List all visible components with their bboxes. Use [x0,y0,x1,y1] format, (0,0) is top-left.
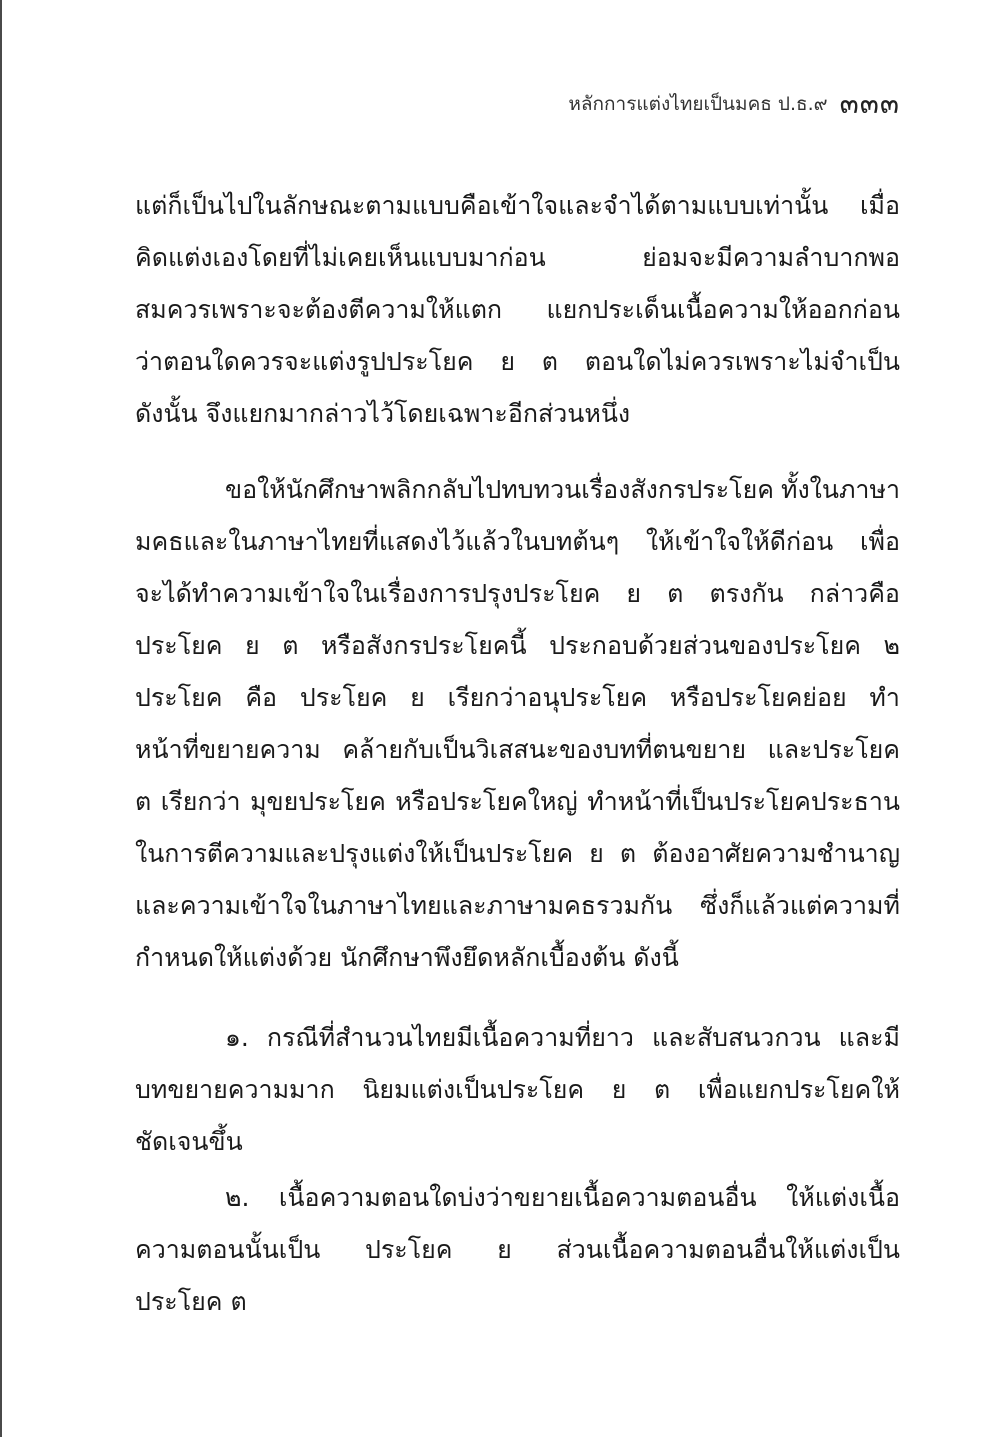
word: ตรงกัน [709,579,784,608]
word: ต้องอาศัยความชำนาญ [652,839,900,868]
word: และสับสนวกวน [651,1023,821,1052]
word: ประโยค [135,683,223,712]
word: ให้แต่งเนื้อ [786,1183,900,1212]
word: หรือสังกรประโยคนี้ [320,631,527,660]
word: ทั้งในภาษา [780,475,900,504]
word: ต [135,787,152,816]
word: นิยมแต่งเป็นประโยค [362,1075,585,1104]
word: ย [626,579,642,608]
text-line [135,284,900,336]
word: เพื่อแยกประโยคให้ [697,1075,900,1104]
word: ต [667,579,684,608]
text-line [135,464,900,516]
word: ย [589,839,604,868]
word: หรือประโยคใหญ่ [395,787,578,816]
paragraph-1 [135,180,900,440]
word: แต่ก็เป็นไปในลักษณะตามแบบคือเข้าใจและจำได้ตามแบบเท่านั้น [135,191,829,220]
text-line: กำหนดให้แต่งด้วย นักศึกษาพึงยึดหลักเบื้องต้น ดังนี้ [135,943,679,972]
header-title: หลักการแต่งไทยเป็นมคธ ป.ธ.๙ [568,93,828,115]
running-header [500,84,900,124]
page-number: ๓๓๓ [839,87,900,120]
text-line: ชัดเจนขึ้น [135,1127,243,1156]
word: ย [611,1075,627,1104]
word: ย [245,631,260,660]
word: ขอให้นักศึกษาพลิกกลับไปทบทวนเรื่องสังกรประโยค [225,475,774,504]
word: เนื้อความตอนใดบ่งว่าขยายเนื้อความตอนอื่น [278,1183,757,1212]
word: แยกประเด็นเนื้อความให้ออกก่อน [546,295,900,324]
word: และความเข้าใจในภาษาไทยและภาษามคธรวมกัน [135,891,673,920]
text-line [135,516,900,568]
word: บทขยายความมาก [135,1075,335,1104]
word: เรียกว่า [160,787,241,816]
paragraph-4 [135,1172,900,1328]
text-line [135,828,900,880]
word: ย [410,683,425,712]
word: ต [541,347,559,376]
page-edge-rule [0,0,2,1437]
text-line [135,336,900,388]
paragraph-3 [135,1012,900,1168]
word: ส่วนเนื้อความตอนอื่นให้แต่งเป็น [556,1235,900,1264]
word: หรือประโยคย่อย [669,683,847,712]
text-line [135,1012,900,1064]
word: ย [497,1235,512,1264]
word: มคธและในภาษาไทยที่แสดงไว้แล้วในบทต้นๆ [135,527,620,556]
text-line [135,232,900,284]
word: ตอนใดไม่ควรเพราะไม่จำเป็น [584,347,900,376]
text-line [135,620,900,672]
word: คือ [245,683,278,712]
word: เรียกว่าอนุประโยค [447,683,648,712]
word: ประโยค [299,683,388,712]
word: ให้เข้าใจให้ดีก่อน [645,527,834,556]
word: ๒ [883,631,900,660]
word: ต [619,839,637,868]
word: สมควรเพราะจะต้องตีความให้แตก [135,295,503,324]
word: และมี [838,1023,900,1052]
text-line [135,724,900,776]
word: หน้าที่ขยายความ [135,735,321,764]
word: เมื่อ [859,191,900,220]
text-line [135,180,900,232]
word: ต [653,1075,671,1104]
word: เพื่อ [859,527,900,556]
word: ซึ่งก็แล้วแต่ความที่ [700,891,900,920]
text-line: ประโยค ต [135,1287,247,1316]
text-line [135,1224,900,1276]
paragraph-2 [135,464,900,984]
text-line [135,1064,900,1116]
word: ย่อมจะมีความลำบากพอ [642,243,900,272]
word: ประโยค [364,1235,453,1264]
word: ต [282,631,299,660]
word: คิดแต่งเองโดยที่ไม่เคยเห็นแบบมาก่อน [135,243,546,272]
word: ทำหน้าที่เป็นประโยคประธาน [587,787,900,816]
word: กล่าวคือ [809,579,900,608]
word: ย [500,347,515,376]
text-line [135,568,900,620]
word: ประโยค [135,631,223,660]
word: ๒. [225,1183,250,1212]
text-line [135,880,900,932]
text-line [135,672,900,724]
word: ว่าตอนใดควรจะแต่งรูปประโยค [135,347,474,376]
text-line [135,776,900,828]
word: ประกอบด้วยส่วนของประโยค [549,631,861,660]
word: จะได้ทำความเข้าใจในเรื่องการปรุงประโยค [135,579,601,608]
word: คล้ายกับเป็นวิเสสนะของบทที่ตนขยาย [342,735,747,764]
word: ในการตีความและปรุงแต่งให้เป็นประโยค [135,839,574,868]
word: และประโยค [767,735,900,764]
text-line: ดังนั้น จึงแยกมากล่าวไว้โดยเฉพาะอีกส่วนหนึ่ง [135,399,631,428]
text-line [135,1172,900,1224]
word: มุขยประโยค [250,787,386,816]
word: กรณีที่สำนวนไทยมีเนื้อความที่ยาว [266,1023,634,1052]
word: ความตอนนั้นเป็น [135,1235,321,1264]
word: ๑. [225,1023,249,1052]
word: ทำ [869,683,900,712]
